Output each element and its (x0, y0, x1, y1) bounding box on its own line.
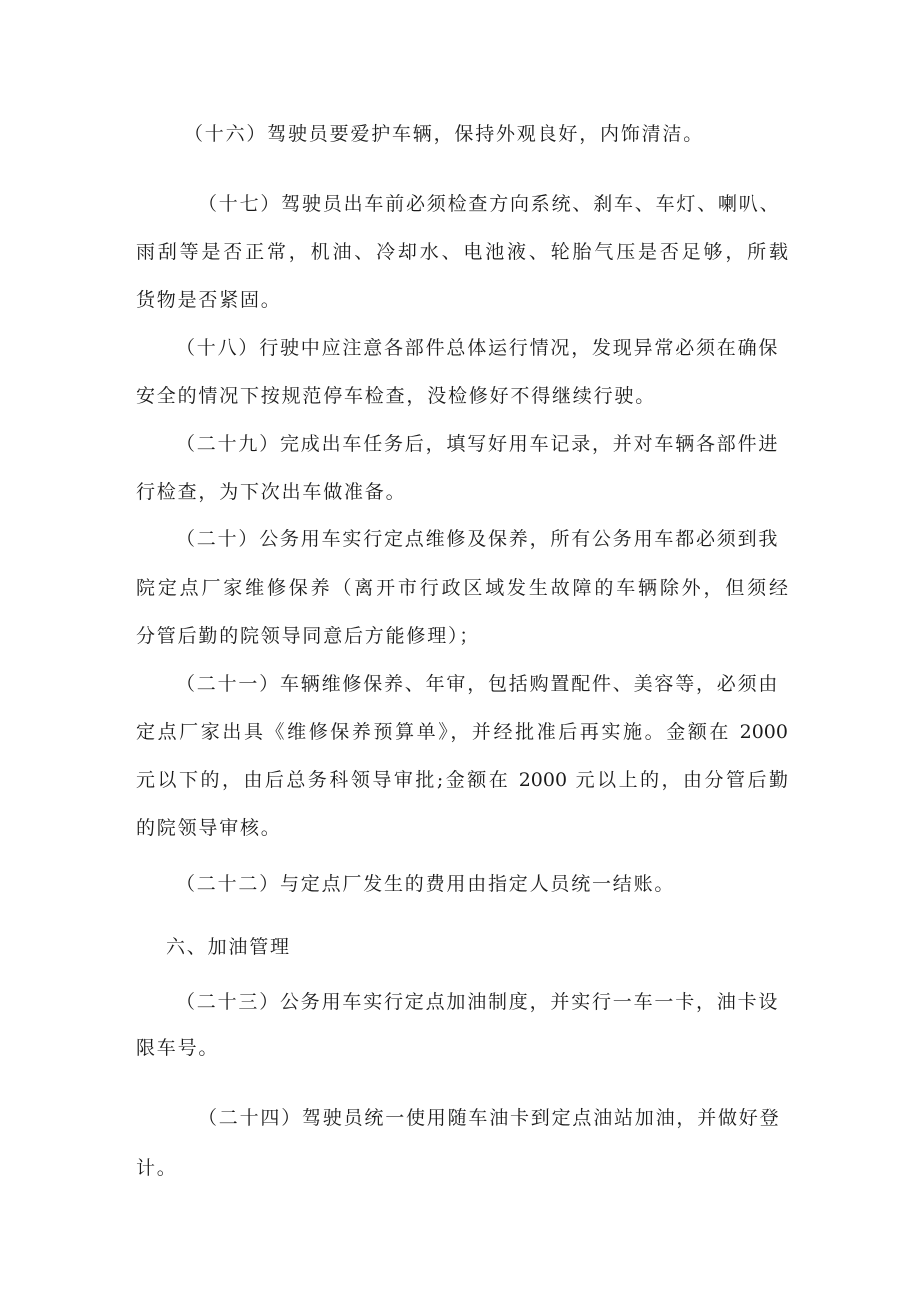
paragraph-17-line-3: 货物是否紧固。 (136, 289, 282, 311)
paragraph-18-line-2: 安全的情况下按规范停车检查，没检修好不得继续行驶。 (136, 385, 657, 407)
paragraph-21-line-3: 元以下的，由后总务科领导审批;金额在 2000 元以上的，由分管后勤 (136, 769, 788, 791)
paragraph-17-line-2: 雨刮等是否正常，机油、冷却水、电池液、轮胎气压是否足够，所载 (136, 241, 788, 263)
paragraph-21-line-2: 定点厂家出具《维修保养预算单》，并经批准后再实施。金额在 2000 (136, 721, 788, 743)
paragraph-20-line-2: 院定点厂家维修保养（离开市行政区域发生故障的车辆除外，但须经 (136, 577, 788, 599)
paragraph-20-line-1: （二十）公务用车实行定点维修及保养，所有公务用车都必须到我 (176, 528, 780, 550)
paragraph-21-line-4: 的院领导审核。 (136, 817, 282, 839)
paragraph-18-line-1: （十八）行驶中应注意各部件总体运行情况，发现异常必须在确保 (176, 337, 780, 359)
section-heading-refueling: 六、加油管理 (166, 936, 291, 958)
paragraph-20-line-3: 分管后勤的院领导同意后方能修理）； (136, 625, 481, 647)
paragraph-29-line-1: （二十九）完成出车任务后，填写好用车记录，并对车辆各部件进 (176, 433, 780, 455)
paragraph-21-line-1: （二十一）车辆维修保养、年审，包括购置配件、美容等，必须由 (176, 673, 780, 695)
paragraph-29-line-2: 行检查，为下次出车做准备。 (136, 481, 407, 503)
paragraph-22-line-1: （二十二）与定点厂发生的费用由指定人员统一结账。 (176, 873, 676, 895)
paragraph-16-line-1: （十六）驾驶员要爱护车辆，保持外观良好，内饰清洁。 (184, 123, 705, 145)
paragraph-23-line-1: （二十三）公务用车实行定点加油制度，并实行一车一卡，油卡设 (176, 991, 780, 1013)
paragraph-24-line-2: 计。 (136, 1157, 178, 1179)
paragraph-24-line-1: （二十四）驾驶员统一使用随车油卡到定点油站加油，并做好登 (198, 1107, 781, 1129)
paragraph-17-line-1: （十七）驾驶员出车前必须检查方向系统、刹车、车灯、喇叭、 (198, 193, 781, 215)
paragraph-23-line-2: 限车号。 (136, 1037, 220, 1059)
